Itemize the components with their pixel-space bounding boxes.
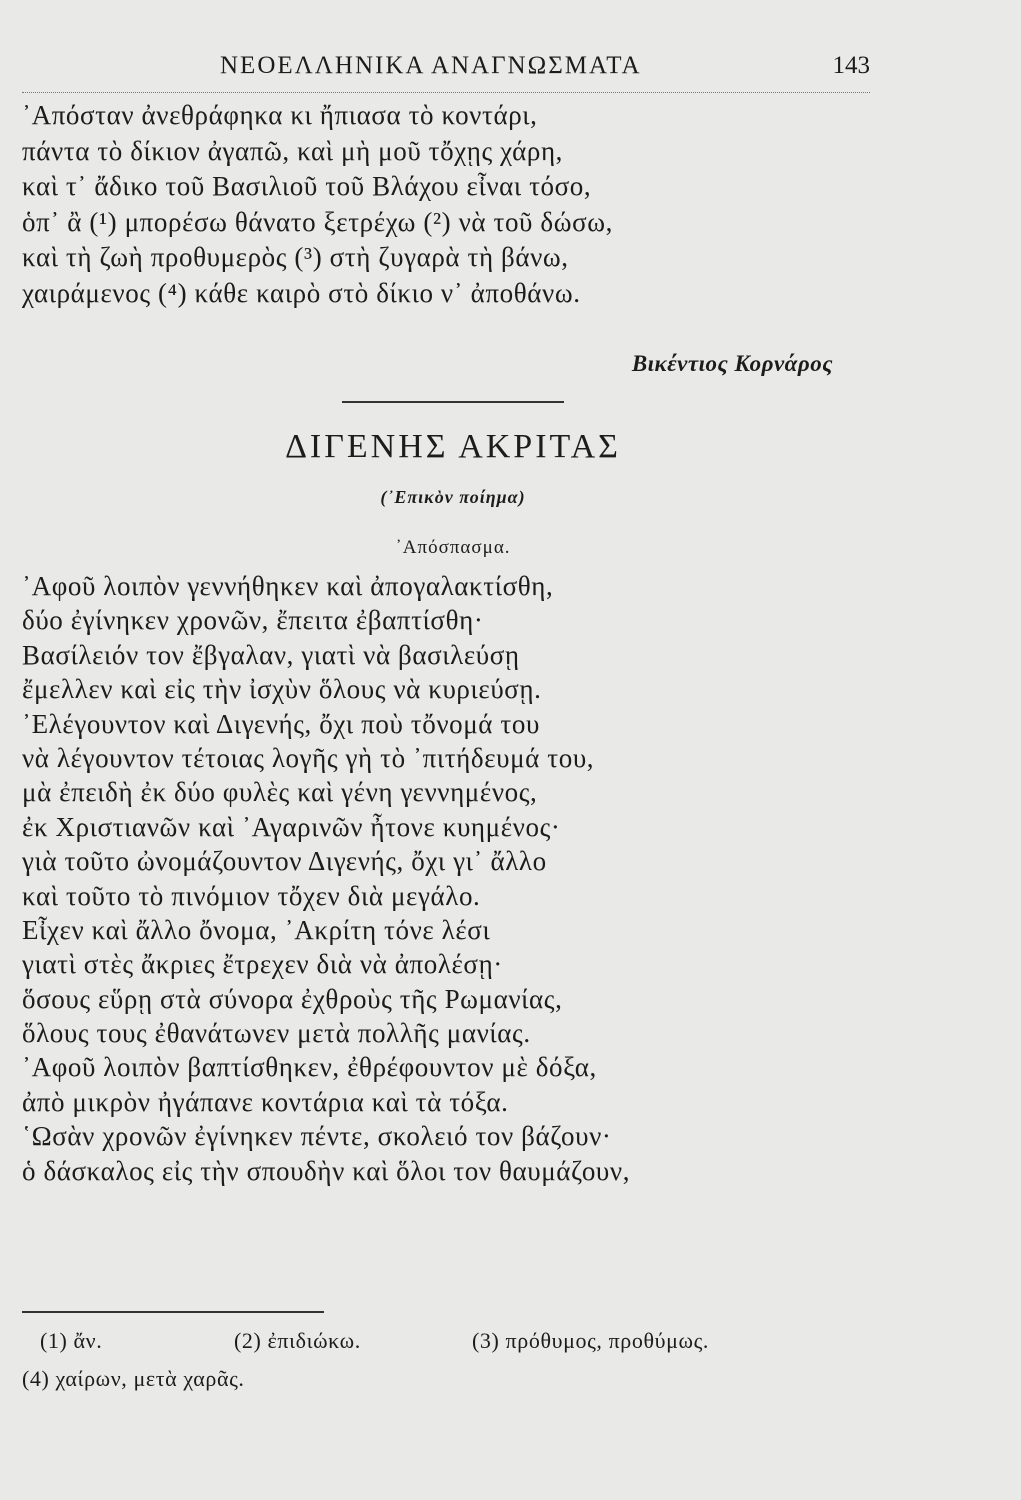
digenis-verse	[22, 569, 882, 1188]
verse-line: γιατὶ στὲς ἄκριες ἔτρεχεν διὰ νὰ ἀπολέσῃ·	[22, 949, 503, 980]
erotokritos-verse	[22, 98, 882, 312]
author-signature: Βικέντιος Κορνάρος	[631, 351, 833, 376]
running-head	[22, 48, 870, 88]
verse-line: ὅσους εὕρῃ στὰ σύνορα ἐχθροὺς τῆς Ρωμανίας,	[22, 983, 563, 1014]
footnotes	[22, 1322, 882, 1398]
footnote-line	[22, 1322, 882, 1360]
verse-line: γιὰ τοῦτο ὠνομάζουντον Διγενής, ὄχι γι᾿ ἄλλο	[22, 846, 547, 877]
footnote: (2) ἐπιδιώκω.	[234, 1328, 361, 1353]
verse-line: δύο ἐγίνηκεν χρονῶν, ἔπειτα ἐβαπτίσθη·	[22, 605, 484, 636]
verse-line: ἀπὸ μικρὸν ἠγάπανε κοντάρια καὶ τὰ τόξα.	[22, 1086, 509, 1117]
verse-line: ὁπ᾿ ἂ (¹) μπορέσω θάνατο ξετρέχω (²) νὰ τοῦ δώσω,	[22, 206, 613, 237]
verse-line: Εἶχεν καὶ ἄλλο ὄνομα, ᾿Ακρίτη τόνε λέσι	[22, 914, 491, 945]
verse-line: ῾Ωσὰν χρονῶν ἐγίνηκεν πέντε, σκολειό τον βάζουν·	[22, 1121, 612, 1152]
footnote-line	[22, 1360, 882, 1398]
verse-line: ἔμελλεν καὶ εἰς τὴν ἰσχὺν ὅλους νὰ κυριεύσῃ.	[22, 674, 542, 705]
verse-line: ᾿Ελέγουντον καὶ Διγενής, ὄχι ποὺ τὄνομά του	[22, 708, 540, 739]
running-title: ΝΕΟΕΛΛΗΝΙΚΑ ΑΝΑΓΝΩΣΜΑΤΑ	[220, 52, 642, 79]
verse-line: ᾿Αφοῦ λοιπὸν βαπτίσθηκεν, ἐθρέφουντον μὲ δόξα,	[22, 1052, 597, 1083]
verse-line: ᾿Απόσταν ἀνεθράφηκα κι ἤπιασα τὸ κοντάρι,	[22, 100, 538, 130]
page-number: 143	[832, 52, 870, 79]
excerpt-label: ᾿Απόσπασμα.	[395, 537, 511, 558]
footnote: (4) χαίρων, μετὰ χαρᾶς.	[22, 1366, 245, 1391]
poem-title: ΔΙΓΕΝΗΣ ΑΚΡΙΤΑΣ	[285, 428, 621, 465]
verse-line: πάντα τὸ δίκιον ἀγαπῶ, καὶ μὴ μοῦ τὄχῃς χάρη,	[22, 135, 564, 166]
footnote: (1) ἄν.	[40, 1328, 103, 1353]
footnote: (3) πρόθυμος, προθύμως.	[472, 1328, 709, 1353]
verse-line: ὁ δάσκαλος εἰς τὴν σπουδὴν καὶ ὅλοι τον θαυμάζουν,	[22, 1155, 631, 1186]
verse-line: Βασίλειόν τον ἔβγαλαν, γιατὶ νὰ βασιλεύσῃ	[22, 639, 520, 670]
section-separator	[342, 401, 564, 403]
verse-line: μὰ ἐπειδὴ ἐκ δύο φυλὲς καὶ γένη γεννημένος,	[22, 777, 538, 808]
verse-line: ὅλους τους ἐθανάτωνεν μετὰ πολλῆς μανίας.	[22, 1018, 531, 1049]
verse-line: χαιράμενος (⁴) κάθε καιρὸ στὸ δίκιο ν᾿ ἀποθάνω.	[22, 277, 581, 308]
header-rule	[22, 92, 870, 93]
verse-line: ἐκ Χριστιανῶν καὶ ᾿Αγαρινῶν ἦτονε κυημένος·	[22, 811, 561, 842]
footnote-rule	[22, 1311, 324, 1313]
verse-line: ᾿Αφοῦ λοιπὸν γεννήθηκεν καὶ ἀπογαλακτίσθη,	[22, 571, 554, 601]
verse-line: νὰ λέγουντον τέτοιας λογῆς γὴ τὸ ᾿πιτήδευμά του,	[22, 742, 595, 773]
poem-subtitle: (᾿Επικὸν ποίημα)	[380, 487, 526, 507]
verse-line: καὶ τὴ ζωὴ προθυμερὸς (³) στὴ ζυγαρὰ τὴ βάνω,	[22, 242, 569, 273]
verse-line: καὶ τ᾿ ἄδικο τοῦ Βασιλιοῦ τοῦ Βλάχου εἶναι τόσο,	[22, 171, 592, 202]
verse-line: καὶ τοῦτο τὸ πινόμιον τὄχεν διὰ μεγάλο.	[22, 880, 481, 911]
